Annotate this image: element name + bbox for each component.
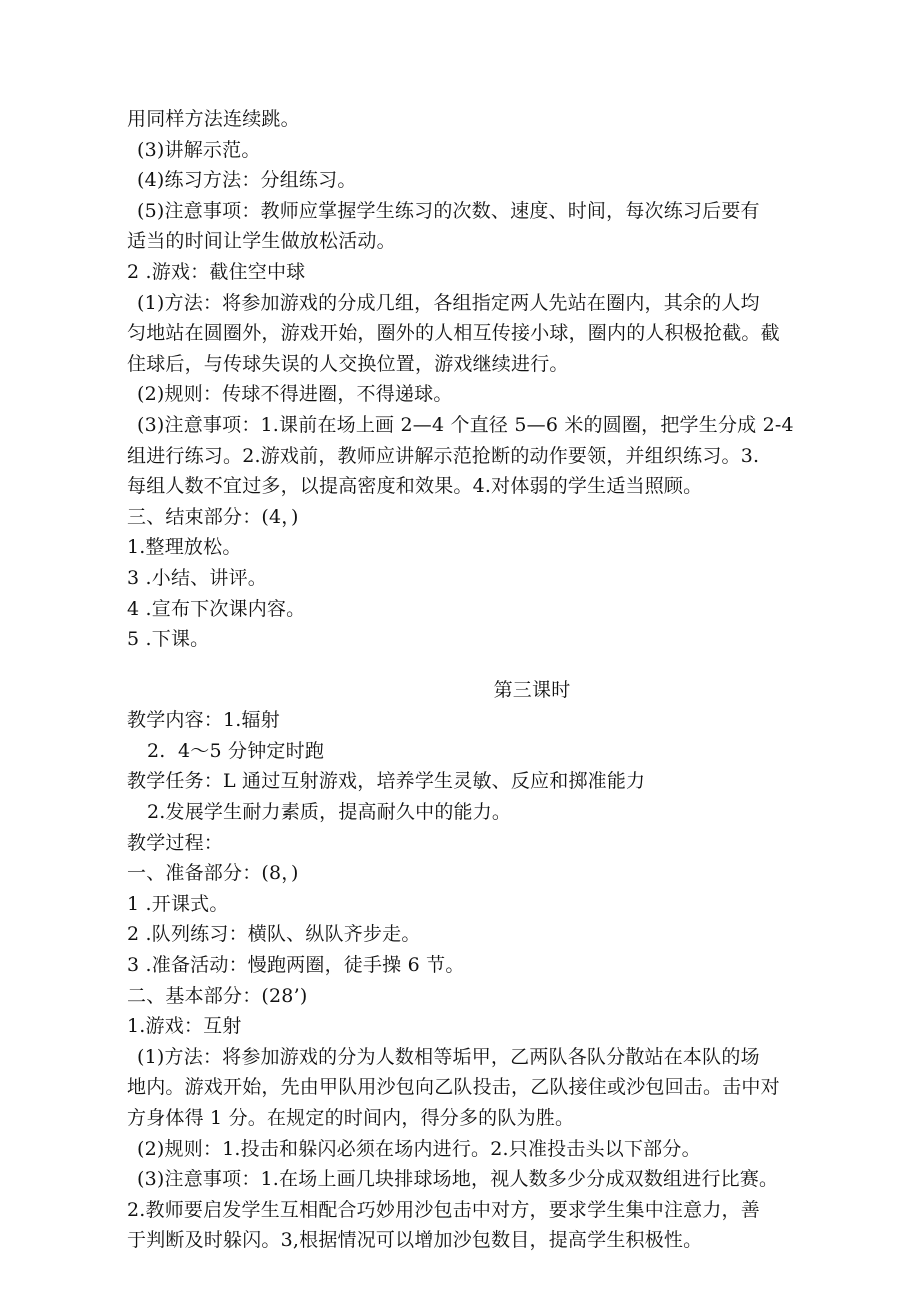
text-line: (1)方法：将参加游戏的分成几组，各组指定两人先站在圈内，其余的人均 (137, 291, 760, 314)
text-line: (3)注意事项：1.课前在场上画 2—4 个直径 5—6 米的圆圈，把学生分成 2-4 (137, 413, 794, 436)
text-line: 二、基本部分：(28’) (127, 984, 308, 1007)
text-line: 2.发展学生耐力素质，提高耐久中的能力。 (147, 801, 512, 824)
text-line: 3 .准备活动：慢跑两圈，徒手操 6 节。 (127, 954, 465, 977)
text-line: 于判断及时躲闪。3,根据情况可以增加沙包数目，提高学生积极性。 (127, 1229, 703, 1252)
text-line: (4)练习方法：分组练习。 (137, 169, 357, 192)
text-line: 2. 4〜5 分钟定时跑 (147, 739, 325, 762)
text-line: 4 .宣布下次课内容。 (127, 597, 306, 620)
text-line: 方身体得 1 分。在规定的时间内，得分多的队为胜。 (127, 1107, 575, 1129)
section-title: 第三课时 (493, 678, 571, 701)
text-line: 5 .下课。 (127, 628, 210, 651)
text-line: 教学内容：1.辐射 (127, 709, 280, 732)
text-line: 每组人数不宜过多，以提高密度和效果。4.对体弱的学生适当照顾。 (127, 475, 703, 498)
text-line: 2.教师要启发学生互相配合巧妙用沙包击中对方，要求学生集中注意力，善 (127, 1198, 760, 1221)
text-line: 组进行练习。2.游戏前，教师应讲解示范抢断的动作要领，并组织练习。3. (127, 444, 760, 467)
text-line: 住球后，与传球失误的人交换位置，游戏继续进行。 (127, 352, 569, 375)
text-line: 1 .开课式。 (127, 892, 229, 915)
text-line: 三、结束部分：(4，) (127, 505, 299, 528)
text-line: 教学过程： (127, 831, 224, 854)
text-line: 3 .小结、讲评。 (127, 566, 267, 589)
text-line: (2)规则：传球不得进圈，不得递球。 (137, 383, 453, 406)
text-line: 一、准备部分：(8，) (127, 862, 299, 885)
text-line: 1.游戏：互射 (127, 1015, 242, 1038)
text-line: 1.整理放松。 (127, 536, 242, 559)
text-line: (3)注意事项：1.在场上画几块排球场地，视人数多少分成双数组进行比赛。 (137, 1168, 779, 1191)
text-line: (1)方法：将参加游戏的分为人数相等垢甲，乙两队各队分散站在本队的场 (137, 1045, 760, 1068)
text-line: 适当的时间让学生做放松活动。 (127, 230, 396, 253)
text-line: (3)讲解示范。 (137, 138, 261, 161)
text-line: 用同样方法连续跳。 (127, 108, 300, 130)
text-line: 匀地站在圆圈外，游戏开始，圈外的人相互传接小球，圈内的人积极抢截。截 (127, 322, 780, 345)
text-line: 2 .队列练习：横队、纵队齐步走。 (127, 923, 421, 946)
text-line: 2 .游戏：截住空中球 (127, 260, 306, 283)
text-line: (2)规则：1.投击和躲闪必须在场内进行。2.只准投击头以下部分。 (137, 1137, 701, 1160)
text-line: (5)注意事项：教师应掌握学生练习的次数、速度、时间，每次练习后要有 (137, 199, 760, 222)
text-line: 地内。游戏开始，先由甲队用沙包向乙队投击，乙队接住或沙包回击。击中对 (127, 1076, 780, 1099)
text-line: 教学任务：L 通过互射游戏，培养学生灵敏、反应和掷准能力 (127, 770, 646, 793)
document-body (127, 104, 817, 1256)
section-gap (127, 655, 817, 675)
